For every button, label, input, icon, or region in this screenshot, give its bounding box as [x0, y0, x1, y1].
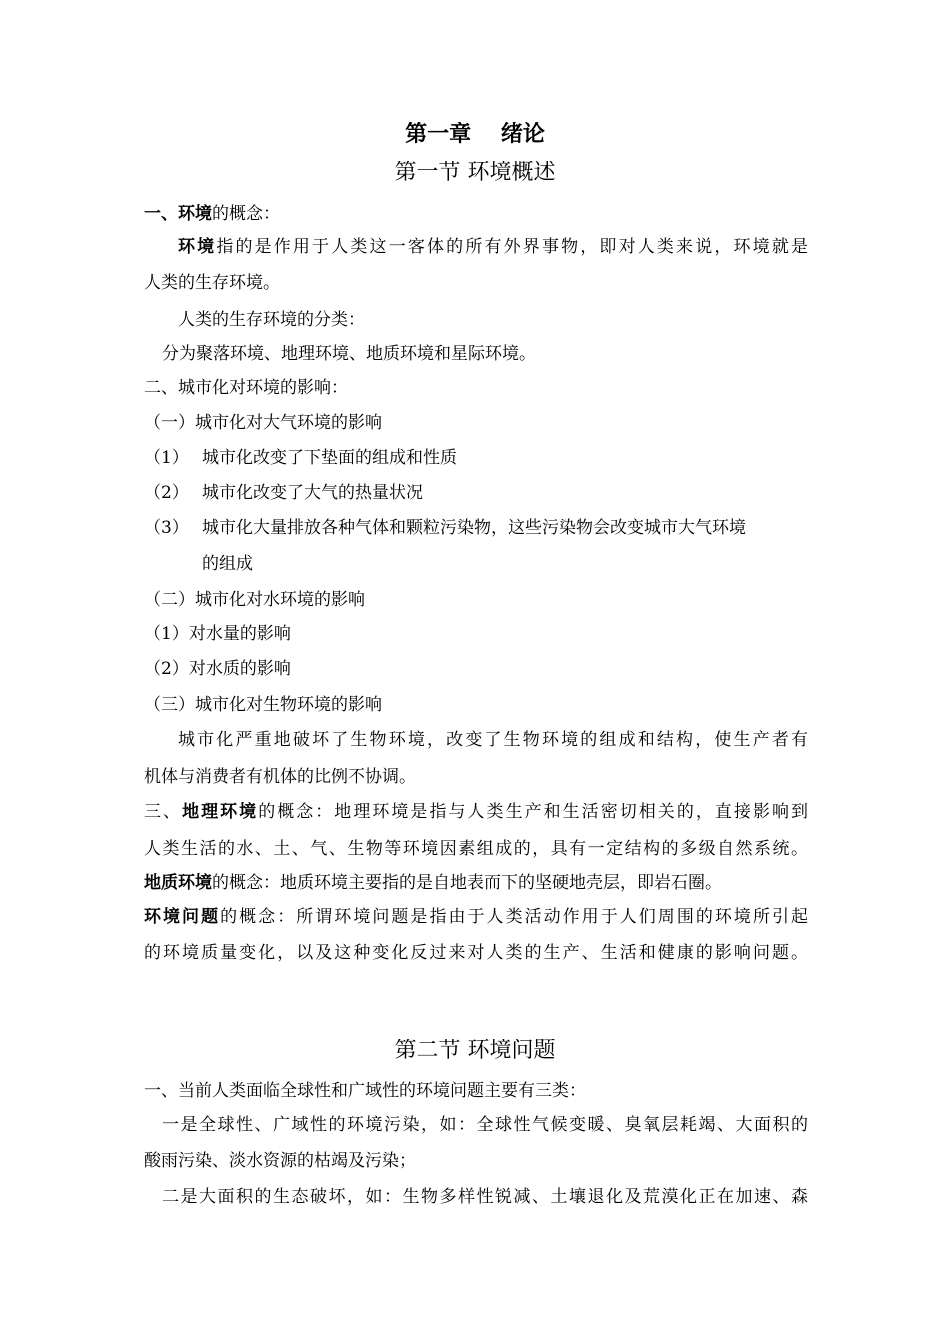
list-item: （2）对水质的影响	[144, 659, 291, 679]
paragraph-line	[144, 871, 808, 895]
paragraph-line: 酸雨污染、淡水资源的枯竭及污染；	[144, 1151, 416, 1171]
list-number: （3）	[144, 518, 189, 538]
term-environment: 环境	[178, 237, 217, 257]
paragraph-line: 机体与消费者有机体的比例不协调。	[144, 767, 416, 787]
paragraph-text: 的概念：所谓环境问题是指由于人类活动作用于人们周围的环境所引起	[220, 907, 808, 927]
paragraph-line: 分为聚落环境、地理环境、地质环境和星际环境。	[162, 344, 536, 364]
paragraph-line: 人类的生存环境。	[144, 273, 280, 293]
subheading: （二）城市化对水环境的影响	[144, 590, 365, 610]
paragraph-line: 一是全球性、广域性的环境污染，如：全球性气候变暖、臭氧层耗竭、大面积的	[162, 1115, 808, 1135]
list-text: 城市化改变了下垫面的组成和性质	[202, 448, 457, 468]
list-text-continued: 的组成	[202, 554, 253, 574]
section-title: 第一节 环境概述	[394, 161, 556, 185]
list-number: （1）	[144, 448, 189, 468]
heading-environment-concept	[144, 202, 808, 226]
paragraph-text: 的概念：地质环境主要指的是自地表而下的坚硬地壳层，即岩石圈。	[212, 873, 722, 893]
paragraph-line	[144, 800, 808, 824]
paragraph-line: 二是大面积的生态破坏，如：生物多样性锐减、土壤退化及荒漠化正在加速、森	[162, 1187, 808, 1207]
term-geological-environment: 地质环境	[144, 873, 212, 893]
term-environment: 环境	[178, 204, 212, 224]
list-text: 城市化改变了大气的热量状况	[202, 483, 423, 503]
term-environmental-issue: 环境问题	[144, 907, 221, 927]
list-item	[144, 481, 808, 505]
paragraph-line: 人类的生存环境的分类：	[178, 310, 365, 330]
paragraph-line: 城市化严重地破坏了生物环境，改变了生物环境的组成和结构，使生产者有	[178, 730, 808, 750]
term-geographic-environment: 地理环境	[182, 802, 259, 822]
heading-number: 一、	[144, 204, 178, 224]
heading-global-issues: 一、当前人类面临全球性和广域性的环境问题主要有三类：	[144, 1081, 586, 1101]
heading-urbanization: 二、城市化对环境的影响：	[144, 378, 348, 398]
list-text: 城市化大量排放各种气体和颗粒污染物，这些污染物会改变城市大气环境	[202, 518, 746, 538]
paragraph-line: 人类生活的水、土、气、生物等环境因素组成的，具有一定结构的多级自然系统。	[144, 839, 808, 859]
subheading: （三）城市化对生物环境的影响	[144, 695, 382, 715]
paragraph-text: 的概念：地理环境是指与人类生产和生活密切相关的，直接影响到	[258, 802, 808, 822]
paragraph-line	[144, 905, 808, 929]
list-item: （1）对水量的影响	[144, 624, 291, 644]
paragraph-text: 指的是作用于人类这一客体的所有外界事物，即对人类来说，环境就是	[216, 237, 808, 257]
heading-text: 的概念：	[212, 204, 280, 224]
paragraph-line: 的环境质量变化，以及这种变化反过来对人类的生产、生活和健康的影响问题。	[144, 943, 808, 963]
subheading: （一）城市化对大气环境的影响	[144, 413, 382, 433]
list-item	[144, 446, 808, 470]
section-title: 第二节 环境问题	[394, 1039, 556, 1063]
list-number: （2）	[144, 483, 189, 503]
chapter-title: 第一章 绪论	[405, 122, 545, 146]
paragraph-line	[178, 235, 808, 259]
list-item	[144, 516, 808, 540]
heading-number: 三、	[144, 802, 183, 822]
